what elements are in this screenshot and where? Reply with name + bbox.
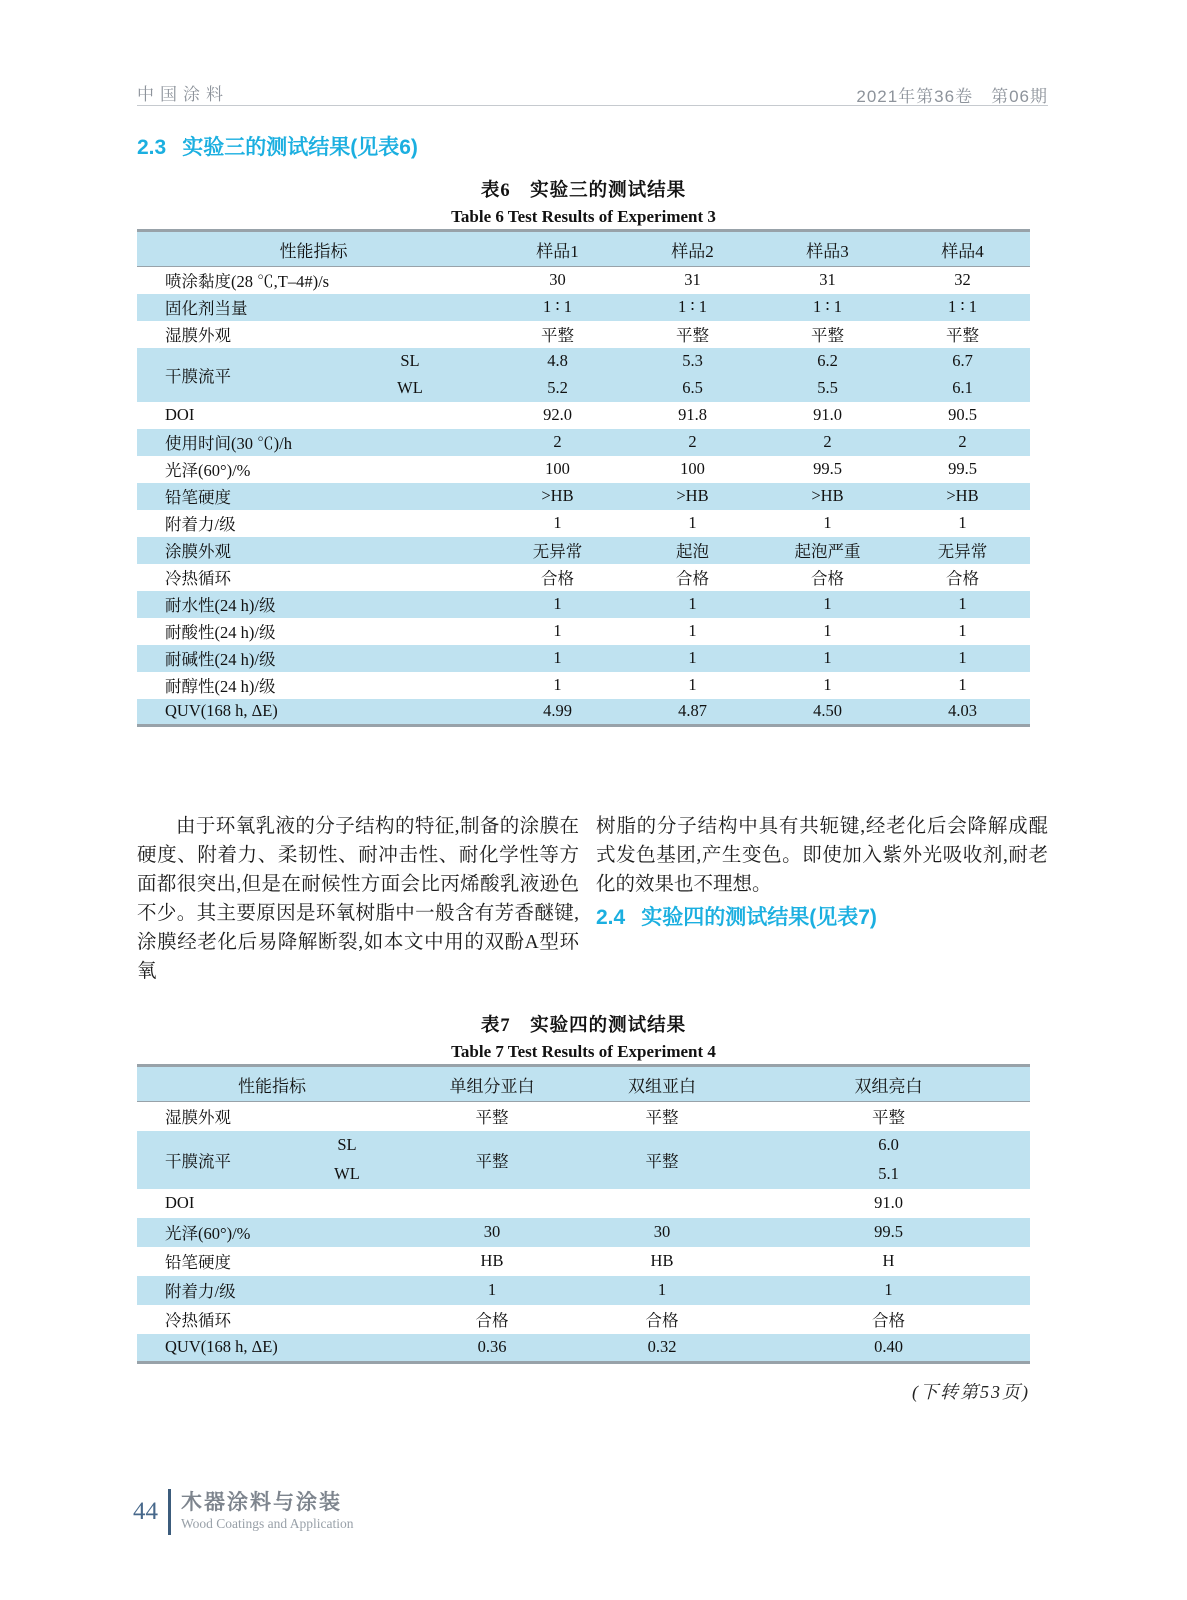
cell-value: 2 [553, 432, 562, 451]
column-header: 样品2 [671, 241, 714, 261]
cell-value: 4.50 [813, 701, 842, 721]
row-label: QUV(168 h, ΔE) [165, 701, 278, 721]
cell-value: 100 [680, 459, 705, 478]
row-label: DOI [165, 405, 195, 424]
cell-value: HB [480, 1251, 504, 1270]
cell-value: 1 [823, 621, 832, 640]
cell-value: 0.40 [874, 1337, 903, 1357]
cell-value: 1 [884, 1280, 893, 1299]
table-row [137, 564, 1030, 591]
cell-value: >HB [811, 486, 844, 505]
table-row [137, 429, 1030, 456]
cell-value: 91.8 [678, 405, 707, 424]
table-row [137, 1102, 1030, 1131]
cell-value: 6.1 [952, 378, 973, 397]
page-footer [133, 1489, 354, 1535]
cell-value: 平整 [475, 1151, 509, 1171]
cell-value: 1 [688, 513, 697, 532]
table-row [137, 699, 1030, 726]
cell-value: 起泡 [676, 542, 709, 561]
table-row [137, 591, 1030, 618]
table-row [137, 1131, 1030, 1160]
table-header-row [137, 1066, 1030, 1102]
cell-value: 合格 [676, 569, 709, 588]
cell-value: 6.5 [682, 378, 703, 397]
cell-value: 2 [823, 432, 832, 451]
cell-value: 平整 [946, 326, 979, 345]
table7-titles [137, 1011, 1030, 1062]
cell-value: 1 ∶ 1 [812, 297, 843, 316]
table-row [137, 1189, 1030, 1218]
row-label: 铅笔硬度 [165, 488, 231, 507]
column-header: 性能指标 [279, 241, 348, 261]
column-header: 双组亮白 [854, 1076, 923, 1096]
body-paragraph-left: 由于环氧乳液的分子结构的特征,制备的涂膜在硬度、附着力、柔韧性、耐冲击性、耐化学性等方面都很突出,但是在耐候性方面会比丙烯酸乳液逊色不少。其主要原因是环氧树脂中一般含有芳香醚键,涂膜经老化后易降解断裂,如本文中用的双酚A型环氧 [137, 816, 579, 982]
section-number: 2.3 [137, 136, 167, 159]
cell-value: 1 [553, 648, 562, 667]
cell-value: 6.2 [817, 351, 838, 370]
cell-value: 平整 [676, 326, 709, 345]
cell-value: 1 [553, 675, 562, 694]
row-label: 湿膜外观 [165, 326, 231, 345]
table6 [137, 229, 1030, 727]
row-label: 附着力/级 [165, 515, 236, 534]
cell-value: 合格 [645, 1311, 679, 1330]
table6-title-cn: 表6 实验三的测试结果 [480, 181, 687, 201]
column-header: 样品4 [941, 241, 984, 261]
cell-value: 4.03 [948, 701, 977, 721]
table-row [137, 402, 1030, 429]
row-label: 使用时间(30 ℃)/h [165, 434, 292, 453]
table-row [137, 267, 1030, 294]
cell-value [577, 1189, 747, 1218]
cell-value: 2 [688, 432, 697, 451]
row-sublabel: WL [397, 378, 423, 397]
cell-value: 4.8 [547, 351, 568, 370]
cell-value: 1 [688, 594, 697, 613]
cell-value: 1 [553, 594, 562, 613]
row-sublabel: WL [334, 1164, 360, 1183]
cell-value: 1 [823, 513, 832, 532]
cell-value: HB [650, 1251, 674, 1270]
row-label: 耐碱性(24 h)/级 [165, 650, 276, 669]
cell-value: 4.99 [543, 701, 572, 721]
table7 [137, 1064, 1030, 1364]
row-label: QUV(168 h, ΔE) [165, 1337, 278, 1357]
cell-value: 1 [823, 675, 832, 694]
table-row [137, 537, 1030, 564]
row-label: 光泽(60°)/% [165, 461, 251, 480]
cell-value: 1 [553, 621, 562, 640]
cell-value: >HB [946, 486, 979, 505]
cell-value: 合格 [946, 569, 979, 588]
column-header: 样品3 [806, 241, 849, 261]
row-label: 耐酸性(24 h)/级 [165, 623, 276, 642]
table-row [137, 1305, 1030, 1334]
cell-value: 91.0 [813, 405, 842, 424]
body-right-column [596, 812, 1048, 932]
cell-value: 1 ∶ 1 [542, 297, 573, 316]
row-label: DOI [165, 1193, 195, 1212]
cell-value: 1 [958, 621, 967, 640]
table-row [137, 1218, 1030, 1247]
cell-value: 6.7 [952, 351, 973, 370]
table-row [137, 645, 1030, 672]
table6-titles [137, 176, 1030, 227]
cell-value: 起泡严重 [794, 542, 861, 561]
cell-value: 1 [823, 648, 832, 667]
cell-value: 99.5 [948, 459, 977, 478]
table-row [137, 510, 1030, 537]
cell-value: 32 [954, 270, 971, 290]
row-label: 冷热循环 [165, 1311, 231, 1330]
cell-value: 合格 [541, 569, 574, 588]
row-label: 光泽(60°)/% [165, 1224, 251, 1243]
cell-value [407, 1189, 577, 1218]
row-sublabel: SL [400, 351, 420, 370]
cell-value: 92.0 [543, 405, 572, 424]
table-row [137, 321, 1030, 348]
table6-title-en: Table 6 Test Results of Experiment 3 [451, 207, 716, 226]
body-paragraph-right: 树脂的分子结构中具有共轭键,经老化后会降解成醌式发色基团,产生变色。即使加入紫外光吸收剂,耐老化的效果也不理想。 [596, 816, 1048, 895]
cell-value: 1 [553, 513, 562, 532]
footer-journal-cn: 木器涂料与涂装 [181, 1491, 342, 1514]
row-label: 冷热循环 [165, 569, 231, 588]
footer-divider [168, 1489, 171, 1535]
cell-value: 1 ∶ 1 [947, 297, 978, 316]
section-heading-2-3 [137, 131, 418, 161]
row-label: 湿膜外观 [165, 1108, 231, 1128]
cell-value: 1 [487, 1280, 497, 1299]
table-row [137, 1334, 1030, 1363]
table-header-row [137, 231, 1030, 267]
cell-value: 0.32 [647, 1337, 677, 1357]
cell-value: 100 [545, 459, 570, 478]
cell-value: 6.0 [878, 1135, 899, 1154]
cell-value: 2 [958, 432, 967, 451]
cell-value: 31 [819, 270, 836, 290]
column-header: 双组亚白 [628, 1076, 696, 1096]
table-row [137, 1276, 1030, 1305]
cell-value: 5.1 [878, 1164, 899, 1183]
cell-value: 1 [688, 675, 697, 694]
cell-value: 91.0 [874, 1193, 903, 1212]
row-label: 耐醇性(24 h)/级 [165, 677, 276, 696]
cell-value: >HB [676, 486, 709, 505]
cell-value: 90.5 [948, 405, 977, 424]
row-label: 附着力/级 [165, 1282, 236, 1301]
cell-value: 平整 [645, 1108, 679, 1128]
column-header: 单组分亚白 [449, 1076, 535, 1096]
cell-value: 1 [688, 621, 697, 640]
cell-value: 无异常 [532, 542, 583, 561]
row-label: 涂膜外观 [165, 542, 231, 561]
table7-title-cn: 表7 实验四的测试结果 [480, 1016, 687, 1036]
cell-value: 平整 [645, 1151, 679, 1171]
cell-value: 1 ∶ 1 [677, 297, 708, 316]
issue-info: 2021年第36卷 第06期 [856, 87, 1048, 106]
header-rule [137, 105, 1048, 106]
table-row [137, 456, 1030, 483]
cell-value: 合格 [872, 1311, 905, 1330]
cell-value: 1 [958, 648, 967, 667]
row-label: 喷涂黏度(28 ℃,T–4#)/s [165, 272, 330, 292]
section-title: 实验三的测试结果(见表6) [182, 136, 418, 159]
cell-value: 合格 [475, 1311, 509, 1330]
cell-value: 无异常 [937, 542, 988, 561]
table-row [137, 1247, 1030, 1276]
table7-title-en: Table 7 Test Results of Experiment 4 [451, 1042, 716, 1061]
cell-value: 4.87 [678, 701, 707, 721]
cell-value: 1 [657, 1280, 667, 1299]
footer-journal [181, 1491, 354, 1533]
cell-value: 1 [958, 513, 967, 532]
row-label: 耐水性(24 h)/级 [165, 596, 276, 615]
cell-value: 平整 [811, 326, 844, 345]
table-row [137, 672, 1030, 699]
cell-value: 合格 [811, 569, 844, 588]
cell-value: 5.3 [682, 351, 703, 370]
row-label: 干膜流平 [165, 366, 231, 386]
row-sublabel: SL [337, 1135, 357, 1154]
cell-value: 平整 [541, 326, 574, 345]
cell-value: 30 [483, 1222, 501, 1241]
row-label: 固化剂当量 [165, 299, 248, 318]
row-label: 铅笔硬度 [165, 1253, 231, 1272]
table-row [137, 618, 1030, 645]
cell-value: 1 [958, 594, 967, 613]
column-header: 样品1 [536, 241, 579, 261]
cell-value: 1 [823, 594, 832, 613]
section-heading-2-4 [596, 903, 1048, 932]
cell-value: >HB [541, 486, 574, 505]
cell-value: 31 [684, 270, 701, 290]
row-label: 干膜流平 [165, 1151, 231, 1171]
cell-value: 1 [958, 675, 967, 694]
cell-value: 30 [653, 1222, 671, 1241]
table-row [137, 294, 1030, 321]
cell-value: 平整 [475, 1108, 509, 1128]
column-header: 性能指标 [238, 1076, 306, 1096]
table-row [137, 348, 1030, 375]
cell-value: 1 [688, 648, 697, 667]
cell-value: 平整 [872, 1108, 905, 1128]
cell-value: 30 [549, 270, 566, 290]
section-number: 2.4 [596, 906, 626, 929]
cell-value: 0.36 [477, 1337, 507, 1357]
cell-value: 99.5 [813, 459, 842, 478]
section-title: 实验四的测试结果(见表7) [641, 906, 877, 929]
footer-journal-en: Wood Coatings and Application [181, 1516, 354, 1531]
cell-value: 5.2 [547, 378, 568, 397]
page-number: 44 [133, 1498, 158, 1525]
continuation-note: (下转第53页) [912, 1382, 1030, 1402]
cell-value: 5.5 [817, 378, 838, 397]
cell-value: 99.5 [874, 1222, 903, 1241]
table-row [137, 483, 1030, 510]
journal-name: 中国涂料 [137, 85, 229, 104]
cell-value: H [882, 1251, 895, 1270]
